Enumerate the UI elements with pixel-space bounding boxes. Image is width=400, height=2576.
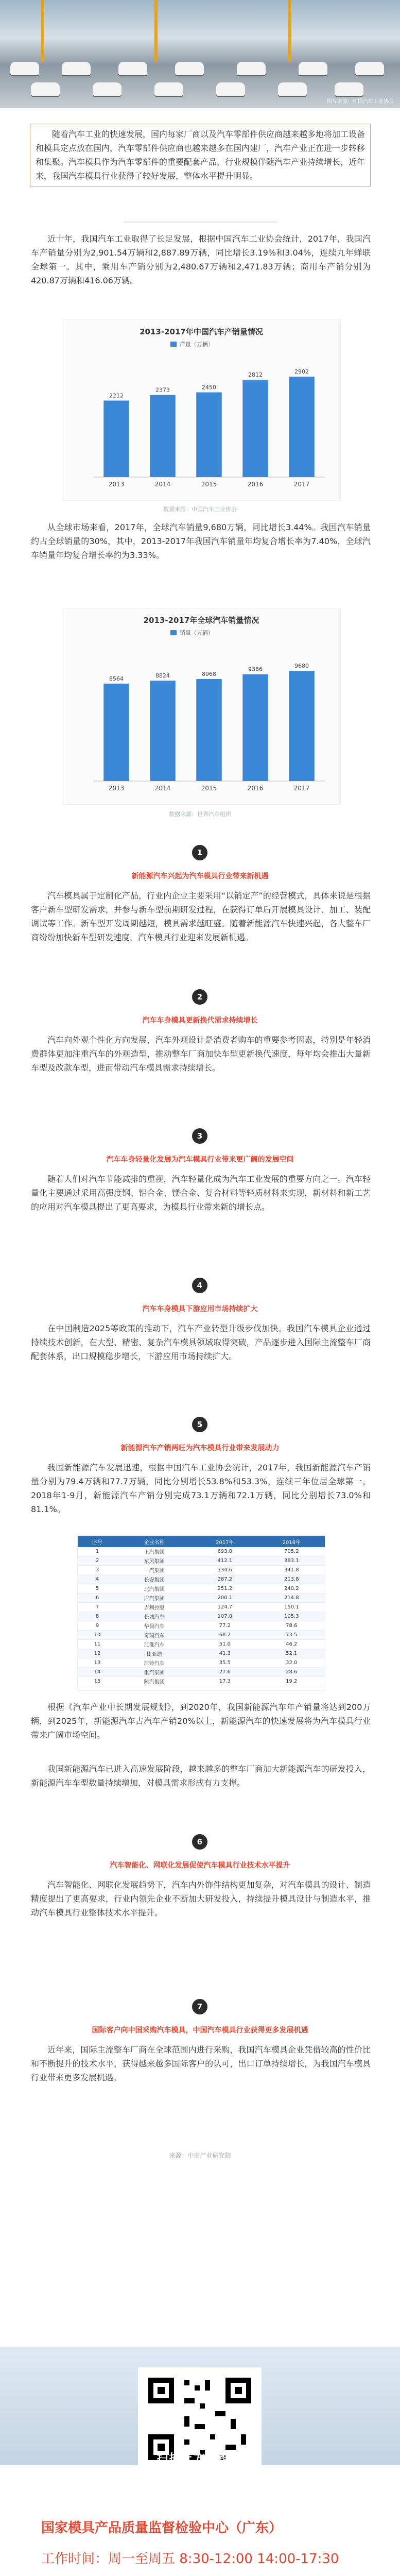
table-cell: 693.0 <box>192 1547 258 1556</box>
bar <box>150 395 176 477</box>
section-7-number: 7 <box>192 1999 207 2014</box>
table-row <box>78 1677 325 1686</box>
table-cell: 124.7 <box>192 1603 258 1612</box>
table-cell: 107.0 <box>192 1612 258 1621</box>
section-5-heading: 新能源汽车产销两旺为汽车模具行业带来发展动力 <box>120 1444 280 1452</box>
table-cell: 46.2 <box>258 1640 325 1649</box>
table-cell: 73.5 <box>258 1631 325 1640</box>
table-cell: 9 <box>78 1621 117 1631</box>
category-label: 2013 <box>108 481 125 488</box>
chart-2-source: 数据来源：世界汽车组织 <box>169 811 231 818</box>
paragraph-table-intro: 我国新能源汽车已进入高速发展阶段，越来越多的整车厂商加大新能源汽车的研发投入，新能源汽车车型数量持续增加，对模具需求形成有力支撑。 <box>31 1764 371 1788</box>
table-cell: 陕汽集团 <box>117 1677 192 1686</box>
table-cell: 8 <box>78 1612 117 1621</box>
table-row <box>78 1594 325 1603</box>
chart-1-source: 数据来源：中国汽车工业协会 <box>163 506 237 513</box>
table-cell: 105.3 <box>258 1612 325 1621</box>
table-cell: 213.8 <box>258 1575 325 1584</box>
bar <box>242 380 268 477</box>
table-cell: 35.5 <box>192 1658 258 1668</box>
category-label: 2014 <box>154 785 171 792</box>
chart-2 <box>62 608 341 805</box>
table-cell: 705.2 <box>258 1547 325 1556</box>
category-label: 2017 <box>293 785 310 792</box>
bar-value-label: 2812 <box>248 371 263 379</box>
table-cell: 东风集团 <box>117 1556 192 1566</box>
section-6-heading: 汽车智能化、网联化发展促使汽车模具行业技术水平提升 <box>110 1861 290 1870</box>
bar-value-label: 8564 <box>109 675 124 682</box>
section-5-text: 我国新能源汽车发展迅速，根据中国汽车工业协会统计，2017年，我国新能源汽车产销量分别为79.4万辆和77.7万辆，同比分别增长53.8%和53.3%，连续三年位居全球第一。2018年1-9月，新能源汽车产销分别完成73.1万辆和72.1万辆，同比分别增长73.0%和81.1%。 <box>31 1463 371 1514</box>
table-cell: 28.6 <box>258 1668 325 1677</box>
source-note: 来源：中商产业研究院 <box>169 2152 231 2159</box>
table-cell: 3 <box>78 1566 117 1575</box>
table-row <box>78 1640 325 1649</box>
qr-banner <box>0 2347 400 2465</box>
legend-swatch <box>170 630 177 635</box>
table-cell: 长安集团 <box>117 1575 192 1584</box>
table-cell: 吉利控股 <box>117 1603 192 1612</box>
table-cell: 15 <box>78 1677 117 1686</box>
bar <box>242 674 268 781</box>
section-6-number: 6 <box>192 1834 207 1850</box>
table-cell: 32.0 <box>258 1658 325 1668</box>
section-2-heading: 汽车车身模具更新换代需求持续增长 <box>142 1016 258 1025</box>
table-cell: 一汽集团 <box>117 1566 192 1575</box>
table-row <box>78 1566 325 1575</box>
table-cell: 江淮汽车 <box>117 1640 192 1649</box>
table-cell: 334.6 <box>192 1566 258 1575</box>
legend-label: 销量（万辆） <box>180 630 214 636</box>
table-cell: 江铃汽车 <box>117 1658 192 1668</box>
table-cell: 奇瑞汽车 <box>117 1631 192 1640</box>
hero-image <box>0 0 400 108</box>
table-cell: 7 <box>78 1603 117 1612</box>
table-cell: 4 <box>78 1575 117 1584</box>
contact-hours: 工作时间：周一至周五 8:30-12:00 14:00-17:30 <box>41 2551 339 2567</box>
table-row <box>78 1575 325 1584</box>
chart-title: 2013-2017年全球汽车销量情况 <box>143 616 259 625</box>
table-cell: 华晨汽车 <box>117 1621 192 1631</box>
table-cell: 5 <box>78 1584 117 1594</box>
qr-title: 扫描上方二维码 <box>156 2452 244 2465</box>
table-cell: 341.8 <box>258 1566 325 1575</box>
bar <box>289 671 315 781</box>
table-cell: 14 <box>78 1668 117 1677</box>
paragraph-table-outro: 根据《汽车产业中长期发展规划》，到2020年，我国新能源汽车年产销量将达到200万辆，到2025年，新能源汽车占汽车产销20%以上，新能源汽车的快速发展将为汽车模具行业带来广阔市场空间。 <box>31 1702 371 1740</box>
hero-caption: 图片来源：中国汽车工业协会 <box>327 99 394 105</box>
table-row <box>78 1547 325 1556</box>
table-cell: 6 <box>78 1594 117 1603</box>
bar-value-label: 9386 <box>248 666 263 673</box>
section-3-text: 随着人们对汽车节能减排的重视，汽车轻量化成为汽车工业发展的重要方向之一。汽车轻量化主要通过采用高强度钢、铝合金、镁合金、复合材料等轻质材料来实现，新材料和新工艺的应用对汽车模具提出了更高要求，为模具行业带来新的增长点。 <box>31 1174 371 1212</box>
section-4-heading: 汽车车身模具下游应用市场持续扩大 <box>142 1305 258 1313</box>
table-cell: 12 <box>78 1649 117 1658</box>
bar-value-label: 2373 <box>155 386 170 394</box>
chart-1 <box>62 319 341 501</box>
table-cell: 2 <box>78 1556 117 1566</box>
table-row <box>78 1631 325 1640</box>
table-cell: 214.8 <box>258 1594 325 1603</box>
qr-subtitle: 参与DQT客户满意度调查 <box>145 2470 255 2481</box>
section-3-heading: 汽车车身轻量化发展为汽车模具行业带来更广阔的发展空间 <box>106 1156 294 1164</box>
table-cell: 68.2 <box>192 1631 258 1640</box>
section-7-heading: 国际客户向中国采购汽车模具，中国汽车模具行业获得更多发展机遇 <box>92 2026 308 2035</box>
table-cell: 78.6 <box>258 1621 325 1631</box>
category-label: 2015 <box>201 481 217 488</box>
section-1-heading: 新能源汽车兴起为汽车模具行业带来新机遇 <box>131 872 269 880</box>
table-cell: 1 <box>78 1547 117 1556</box>
paragraph-1: 近十年，我国汽车工业取得了长足发展，根据中国汽车工业协会统计，2017年，我国汽车产销量分别为2,901.54万辆和2,887.89万辆，同比增长3.19%和3.04%，连续九年蝉联全球第一。其中，乘用车产销分别为2,480.67万辆和2,471.83万辆；商用车产销分别为420.87万辆和416.06万辆。 <box>31 234 371 285</box>
table-cell: 广汽集团 <box>117 1594 192 1603</box>
table-header-cell: 2018年 <box>258 1536 325 1547</box>
table-cell: 240.2 <box>258 1584 325 1594</box>
bar-value-label: 8968 <box>202 670 216 677</box>
bar-value-label: 9680 <box>294 663 309 670</box>
section-6-text: 汽车智能化、网联化发展趋势下，汽车内外饰件结构更加复杂，对汽车模具的设计、制造精度提出了更高要求，行业内领先企业不断加大研发投入，持续提升模具设计与制造水平，推动汽车模具行业整体技术水平提升。 <box>31 1880 371 1918</box>
section-2-text: 汽车向外观个性化方向发展，汽车外观设计是消费者购车的重要参考因素，特别是年轻消费群体更加注重汽车的外观造型，推动整车厂商加快车型更新换代速度，每年均会推出大量新车型及改款车型，进而带动汽车模具需求持续增长。 <box>31 1035 371 1073</box>
table-cell: 383.1 <box>258 1556 325 1566</box>
bar-value-label: 8824 <box>155 672 170 680</box>
section-1-text: 汽车模具属于定制化产品，行业内企业主要采用“以销定产”的经营模式，具体来说是根据客户新车型研发需求，并参与新车型前期研发过程，在获得订单后开展模具设计、加工、装配调试等工作。新车型开发周期越短，模具需求越旺盛。随着新能源汽车快速兴起，各大整车厂商纷纷加快新车型研发速度，汽车模具行业迎来发展新机遇。 <box>31 891 371 942</box>
table-cell: 51.0 <box>192 1640 258 1649</box>
table-cell: 重汽集团 <box>117 1668 192 1677</box>
table-cell: 287.2 <box>192 1575 258 1584</box>
contact-org: 国家模具产品质量监督检验中心（广东） <box>41 2520 283 2536</box>
table-cell: 19.2 <box>258 1677 325 1686</box>
chart-title: 2013-2017年中国汽车产销量情况 <box>140 327 263 336</box>
bar <box>103 400 129 477</box>
section-4-text: 在中国制造2025等政策的推动下，汽车产业转型升级步伐加快。我国汽车模具企业通过持续技术创新，在大型、精密、复杂汽车模具领域取得突破，产品逐步进入国际主流整车厂商配套体系，出口规模稳步增长，下游应用市场持续扩大。 <box>31 1324 371 1361</box>
section-3-number: 3 <box>192 1128 207 1144</box>
table-cell: 上汽集团 <box>117 1547 192 1556</box>
section-2-number: 2 <box>192 989 207 1005</box>
table-cell: 17.3 <box>192 1677 258 1686</box>
category-label: 2014 <box>154 481 171 488</box>
table-cell: 200.1 <box>192 1594 258 1603</box>
table-row <box>78 1584 325 1594</box>
intro-paragraph: 随着汽车工业的快速发展，国内每家厂商以及汽车零部件供应商越来越多地将加工设备和模具定点放在国内，汽车零部件供应商也越来越多在国内建厂，汽车产业正在进一步转移和集聚。汽车模具作为汽车零部件的重要配套产品，行业规模伴随汽车产业持续增长，近年来，我国汽车模具行业获得了较好发展，整体水平提升明显。 <box>30 124 371 187</box>
category-label: 2016 <box>247 481 264 488</box>
legend-swatch <box>170 342 177 347</box>
data-table-grid <box>78 1536 325 1686</box>
data-table <box>77 1535 325 1691</box>
table-row <box>78 1621 325 1631</box>
table-cell: 150.1 <box>258 1603 325 1612</box>
bar <box>196 393 222 478</box>
table-row <box>78 1658 325 1668</box>
category-label: 2013 <box>108 785 125 792</box>
bar <box>196 679 222 781</box>
section-1-number: 1 <box>192 845 207 860</box>
chart-2-svg <box>62 608 340 804</box>
table-row <box>78 1668 325 1677</box>
category-label: 2015 <box>201 785 217 792</box>
legend-label: 产量（万辆） <box>180 341 214 348</box>
bar-value-label: 2450 <box>202 384 216 391</box>
table-cell: 27.6 <box>192 1668 258 1677</box>
section-7-text: 近年来，国际主流整车厂商在全球范围内进行采购，我国汽车模具企业凭借较高的性价比和不断提升的技术水平，获得越来越多国际客户的认可，出口订单持续增长，为我国汽车模具行业带来更多发展机遇。 <box>31 2045 371 2082</box>
bar <box>150 681 176 781</box>
table-cell: 251.2 <box>192 1584 258 1594</box>
section-5-number: 5 <box>192 1417 207 1432</box>
divider <box>124 222 278 223</box>
table-cell: 长城汽车 <box>117 1612 192 1621</box>
table-cell: 41.3 <box>192 1649 258 1658</box>
bar <box>103 684 129 781</box>
chart-1-svg <box>62 320 340 500</box>
table-header-row <box>78 1536 325 1547</box>
table-cell: 11 <box>78 1640 117 1649</box>
table-cell: 13 <box>78 1658 117 1668</box>
bar-value-label: 2902 <box>294 368 309 376</box>
table-cell: 10 <box>78 1631 117 1640</box>
category-label: 2016 <box>247 785 264 792</box>
table-cell: 北汽集团 <box>117 1584 192 1594</box>
bar <box>289 377 315 477</box>
table-row <box>78 1556 325 1566</box>
paragraph-2: 从全球市场来看，2017年，全球汽车销量9,680万辆，同比增长3.44%。我国汽车销量约占全球销量的30%，其中，2013-2017年我国汽车销量年均复合增长率为7.40%，全球汽车销量年均复合增长率约为3.33%。 <box>31 522 371 560</box>
table-cell: 52.1 <box>258 1649 325 1658</box>
table-cell: 412.1 <box>192 1556 258 1566</box>
section-4-number: 4 <box>192 1278 207 1293</box>
table-header-cell: 2017年 <box>192 1536 258 1547</box>
table-row <box>78 1612 325 1621</box>
table-row <box>78 1649 325 1658</box>
table-cell: 77.2 <box>192 1621 258 1631</box>
table-row <box>78 1603 325 1612</box>
table-header-cell: 序号 <box>78 1536 117 1547</box>
bar-value-label: 2212 <box>109 392 124 399</box>
table-cell: 比亚迪 <box>117 1649 192 1658</box>
table-header-cell: 企业名称 <box>117 1536 192 1547</box>
category-label: 2017 <box>293 481 310 488</box>
